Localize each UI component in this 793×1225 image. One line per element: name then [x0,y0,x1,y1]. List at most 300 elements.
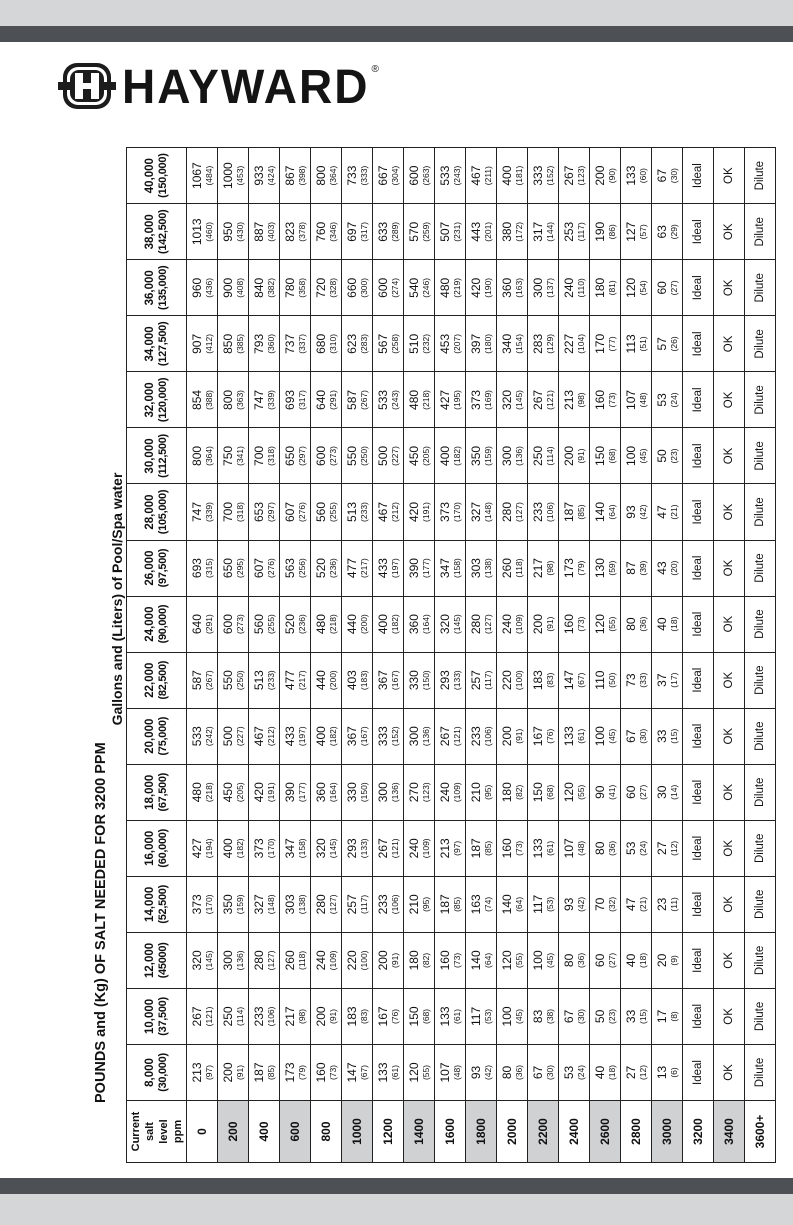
salt-amount-cell [528,372,559,428]
pounds-value: 200 [375,950,390,971]
status-cell: Dilute [745,708,776,764]
pounds-value: 440 [344,614,359,635]
pounds-value: 80 [499,1065,514,1080]
salt-amount-cell [218,708,249,764]
pounds-value: 67 [530,1065,545,1080]
kilograms-value: (259) [420,221,431,242]
salt-amount-cell [559,316,590,372]
ppm-label: 2200 [528,1101,559,1163]
volume-header [127,876,187,932]
kilograms-value: (53) [544,896,555,912]
pounds-value: 900 [220,277,235,298]
pounds-value: 887 [251,221,266,242]
salt-amount-cell [342,316,373,372]
pounds-value: 217 [530,558,545,579]
pounds-value: 283 [530,333,545,354]
pounds-value: 397 [468,333,483,354]
pounds-value: 20 [654,953,669,968]
kilograms-value: (23) [668,448,679,464]
pounds-value: 300 [530,277,545,298]
pounds-value: 120 [499,950,514,971]
salt-amount-cell [249,484,280,540]
kilograms-value: (300) [358,277,369,298]
status-cell: OK [714,1044,745,1100]
salt-amount-cell [497,1044,528,1100]
pounds-value: 733 [344,165,359,186]
pounds-value: 133 [561,726,576,747]
kilograms-value: (104) [575,333,586,354]
pounds-value: 350 [468,445,483,466]
salt-amount-cell [528,428,559,484]
salt-amount-cell [311,540,342,596]
salt-amount-cell [528,932,559,988]
pounds-value: 533 [375,389,390,410]
salt-amount-cell [559,1044,590,1100]
kilograms-value: (408) [234,277,245,298]
pounds-value: 227 [561,333,576,354]
pounds-value: 93 [561,897,576,912]
pounds-value: 53 [561,1065,576,1080]
kilograms-value: (100) [513,670,524,691]
kilograms-value: (169) [482,390,493,410]
pounds-value: 823 [282,221,297,242]
pounds-value: 373 [468,389,483,410]
pounds-value: 63 [654,225,669,239]
salt-amount-cell [559,484,590,540]
kilograms-value: (55) [420,1064,431,1081]
salt-amount-cell [249,204,280,260]
pounds-value: 280 [251,950,266,971]
salt-amount-cell [590,316,621,372]
salt-amount-cell [249,260,280,316]
pounds-value: 480 [189,782,204,803]
salt-amount-cell [528,540,559,596]
kilograms-value: (339) [265,390,276,410]
table-row [435,148,466,1163]
salt-amount-cell [466,652,497,708]
kilograms-value: (207) [451,333,462,354]
salt-amount-cell [466,988,497,1044]
kilograms-value: (109) [420,838,431,859]
salt-amount-cell [435,932,466,988]
pounds-value: 113 [623,334,638,354]
pounds-value: 260 [499,558,514,579]
gallons-label: 32,000 [143,382,156,418]
kilograms-value: (218) [327,614,338,635]
table-row [683,148,714,1163]
salt-amount-cell [404,932,435,988]
kilograms-value: (318) [234,502,245,522]
pounds-value: 333 [530,165,545,186]
kilograms-value: (29) [668,224,679,240]
kilograms-value: (127) [513,502,524,522]
pounds-value: 300 [220,950,235,971]
kilograms-value: (97) [203,1064,214,1081]
pounds-value: 140 [592,502,607,523]
pounds-value: 270 [406,782,421,803]
pounds-value: 467 [251,726,266,747]
kilograms-value: (227) [234,726,245,747]
kilograms-value: (64) [482,952,493,968]
table-row [311,148,342,1163]
salt-amount-cell [373,260,404,316]
pounds-value: 403 [344,670,359,691]
pounds-value: 173 [282,1062,297,1083]
kilograms-value: (267) [358,390,369,410]
kilograms-value: (182) [389,614,400,635]
pounds-value: 147 [561,670,576,691]
pounds-value: 303 [468,558,483,579]
salt-amount-cell [373,820,404,876]
kilograms-value: (12) [637,1064,648,1081]
kilograms-value: (68) [420,1008,431,1024]
volume-header [127,764,187,820]
salt-amount-cell [590,260,621,316]
salt-amount-cell [528,1044,559,1100]
kilograms-value: (114) [544,446,555,466]
hayward-logo [58,60,379,112]
pounds-value: 133 [375,1062,390,1083]
salt-amount-cell [435,428,466,484]
kilograms-value: (138) [296,894,307,915]
salt-amount-cell [435,876,466,932]
salt-amount-cell [590,820,621,876]
pounds-value: 317 [530,221,545,242]
kilograms-value: (73) [513,840,524,856]
salt-amount-cell [280,820,311,876]
liters-label: (97,500) [156,548,169,588]
gallons-label: 34,000 [143,326,156,362]
pounds-value: 350 [220,894,235,915]
kilograms-value: (79) [575,560,586,576]
salt-amount-cell [311,652,342,708]
pounds-value: 173 [561,558,576,579]
salt-amount-cell [466,764,497,820]
liters-label: (135,000) [156,265,169,311]
kilograms-value: (98) [544,560,555,576]
salt-amount-cell [280,708,311,764]
kilograms-value: (243) [451,165,462,186]
kilograms-value: (41) [606,784,617,800]
pounds-value: 40 [592,1065,607,1080]
pounds-value: 667 [375,165,390,186]
kilograms-value: (382) [265,277,276,298]
salt-amount-cell [187,372,218,428]
kilograms-value: (436) [203,277,214,298]
salt-amount-cell [187,148,218,204]
salt-amount-cell [342,988,373,1044]
pounds-value: 390 [282,782,297,803]
kilograms-value: (59) [606,560,617,576]
pounds-value: 120 [592,614,607,635]
pounds-value: 400 [499,165,514,186]
kilograms-value: (15) [668,728,679,744]
kilograms-value: (317) [358,221,369,242]
pounds-value: 750 [220,445,235,466]
pounds-value: 300 [499,445,514,466]
kilograms-value: (73) [575,616,586,632]
kilograms-value: (54) [637,280,648,296]
gallons-label: 36,000 [143,270,156,306]
salt-amount-cell [621,372,652,428]
pounds-value: 697 [344,221,359,242]
salt-amount-cell [621,652,652,708]
pounds-value: 250 [220,1006,235,1027]
pounds-value: 233 [375,894,390,915]
salt-amount-cell [559,820,590,876]
kilograms-value: (61) [575,728,586,744]
salt-amount-cell [652,764,683,820]
salt-amount-cell [559,372,590,428]
status-cell: Dilute [745,652,776,708]
kilograms-value: (85) [265,1064,276,1081]
salt-amount-cell [621,876,652,932]
pounds-value: 347 [282,838,297,859]
pounds-value: 200 [530,614,545,635]
salt-amount-cell [652,484,683,540]
kilograms-value: (118) [513,558,524,578]
salt-amount-cell [373,988,404,1044]
pounds-value: 640 [313,389,328,410]
pounds-value: 180 [592,277,607,298]
pounds-value: 23 [654,897,669,912]
pounds-value: 450 [220,782,235,803]
liters-label: (75,000) [156,716,169,756]
ppm-label: 600 [280,1101,311,1163]
kilograms-value: (358) [296,277,307,298]
salt-amount-cell [621,316,652,372]
volume-header [127,1044,187,1100]
salt-amount-cell [559,708,590,764]
kilograms-value: (48) [451,1064,462,1081]
pounds-value: 213 [189,1062,204,1083]
salt-amount-cell [373,708,404,764]
kilograms-value: (18) [637,952,648,968]
pounds-value: 120 [623,277,638,298]
salt-amount-cell [342,708,373,764]
pounds-value: 57 [654,337,669,351]
pounds-value: 600 [375,277,390,298]
kilograms-value: (61) [389,1064,400,1081]
kilograms-value: (95) [420,896,431,912]
pounds-value: 443 [468,221,483,242]
pounds-value: 373 [437,502,452,523]
status-cell: Ideal [683,204,714,260]
pounds-value: 640 [189,614,204,635]
status-cell: Ideal [683,148,714,204]
kilograms-value: (30) [544,1064,555,1081]
kilograms-value: (127) [327,894,338,915]
pounds-value: 267 [189,1006,204,1027]
salt-amount-cell [218,372,249,428]
kilograms-value: (233) [358,502,369,522]
pounds-value: 50 [654,449,669,463]
pounds-value: 700 [220,502,235,523]
salt-amount-cell [528,260,559,316]
kilograms-value: (36) [575,952,586,968]
kilograms-value: (182) [327,726,338,747]
salt-amount-cell [249,932,280,988]
pounds-value: 303 [282,894,297,915]
pounds-value: 467 [375,502,390,523]
kilograms-value: (68) [544,784,555,800]
status-cell: OK [714,988,745,1044]
table-row [342,148,373,1163]
kilograms-value: (11) [668,897,679,912]
salt-amount-cell [497,708,528,764]
pounds-value: 140 [468,950,483,971]
salt-amount-cell [559,652,590,708]
salt-amount-cell [404,820,435,876]
salt-amount-cell [373,316,404,372]
kilograms-value: (297) [265,502,276,522]
kilograms-value: (133) [358,838,369,859]
pounds-value: 1013 [189,218,204,246]
salt-amount-cell [249,764,280,820]
liters-label: (45000) [156,942,169,979]
kilograms-value: (97) [451,840,462,856]
salt-amount-cell [652,708,683,764]
salt-amount-cell [559,428,590,484]
salt-amount-cell [435,820,466,876]
kilograms-value: (60) [637,168,648,184]
salt-amount-cell [218,260,249,316]
ppm-label: 200 [218,1101,249,1163]
rotated-salt-chart [94,145,792,1163]
status-cell: Dilute [745,540,776,596]
salt-amount-cell [187,876,218,932]
pounds-value: 453 [437,333,452,354]
pounds-value: 27 [654,841,669,855]
salt-amount-cell [342,652,373,708]
salt-amount-cell [249,148,280,204]
corner-line2: level [157,1119,170,1144]
salt-amount-cell [652,988,683,1044]
status-cell: Dilute [745,204,776,260]
kilograms-value: (291) [327,390,338,410]
salt-amount-cell [280,148,311,204]
salt-amount-cell [342,932,373,988]
pounds-value: 1000 [220,162,235,189]
pounds-value: 120 [561,782,576,803]
salt-amount-cell [497,596,528,652]
pounds-value: 40 [623,953,638,968]
gallons-label: 16,000 [143,830,156,866]
salt-amount-cell [497,148,528,204]
kilograms-value: (27) [606,952,617,968]
kilograms-value: (50) [606,672,617,688]
kilograms-value: (403) [265,221,276,242]
kilograms-value: (183) [358,670,369,691]
salt-amount-cell [311,204,342,260]
pounds-value: 550 [344,445,359,466]
salt-amount-cell [404,876,435,932]
kilograms-value: (57) [637,224,648,240]
table-row [187,148,218,1163]
salt-amount-cell [652,932,683,988]
salt-amount-cell [249,372,280,428]
salt-amount-cell [187,820,218,876]
kilograms-value: (30) [575,1008,586,1024]
pounds-value: 373 [251,838,266,859]
salt-amount-cell [280,540,311,596]
salt-amount-cell [373,876,404,932]
salt-amount-cell [218,820,249,876]
kilograms-value: (164) [327,782,338,803]
kilograms-value: (273) [234,614,245,635]
salt-amount-cell [528,988,559,1044]
volume-header [127,316,187,372]
kilograms-value: (180) [482,333,493,354]
kilograms-value: (67) [575,672,586,688]
table-row [373,148,404,1163]
kilograms-value: (109) [451,782,462,803]
salt-amount-cell [466,148,497,204]
kilograms-value: (21) [637,896,648,912]
pounds-value: 950 [220,221,235,242]
salt-amount-cell [342,204,373,260]
kilograms-value: (133) [451,670,462,691]
pounds-value: 420 [406,502,421,523]
salt-amount-cell [590,148,621,204]
pounds-value: 190 [592,221,607,242]
kilograms-value: (136) [389,782,400,803]
pounds-value: 420 [251,782,266,803]
salt-amount-cell [373,652,404,708]
status-cell: OK [714,876,745,932]
kilograms-value: (255) [265,614,276,635]
pounds-value: 400 [313,726,328,747]
kilograms-value: (360) [265,333,276,354]
salt-amount-cell [652,540,683,596]
salt-amount-cell [404,764,435,820]
salt-amount-cell [187,316,218,372]
kilograms-value: (289) [389,221,400,242]
kilograms-value: (55) [513,952,524,968]
kilograms-value: (158) [296,838,307,859]
pounds-value: 233 [468,726,483,747]
pounds-value: 267 [530,389,545,410]
pounds-value: 347 [437,558,452,579]
salt-amount-cell [528,876,559,932]
salt-amount-cell [497,428,528,484]
pounds-value: 60 [592,953,607,968]
pounds-value: 93 [623,505,638,519]
kilograms-value: (145) [327,838,338,859]
kilograms-value: (30) [637,728,648,744]
kilograms-value: (217) [296,670,307,691]
kilograms-value: (42) [637,504,648,520]
pounds-value: 360 [499,277,514,298]
salt-amount-cell [497,372,528,428]
kilograms-value: (20) [668,560,679,576]
liters-label: (142,500) [156,209,169,254]
kilograms-value: (318) [265,446,276,466]
kilograms-value: (137) [544,277,555,298]
pounds-value: 260 [282,950,297,971]
status-cell: Dilute [745,820,776,876]
salt-amount-cell [311,988,342,1044]
salt-amount-cell [218,988,249,1044]
salt-amount-cell [404,372,435,428]
kilograms-value: (73) [606,392,617,408]
kilograms-value: (18) [668,616,679,632]
salt-amount-cell [404,148,435,204]
salt-amount-cell [218,932,249,988]
liters-label: (150,000) [156,153,169,198]
salt-amount-cell [342,540,373,596]
kilograms-value: (91) [575,448,586,464]
